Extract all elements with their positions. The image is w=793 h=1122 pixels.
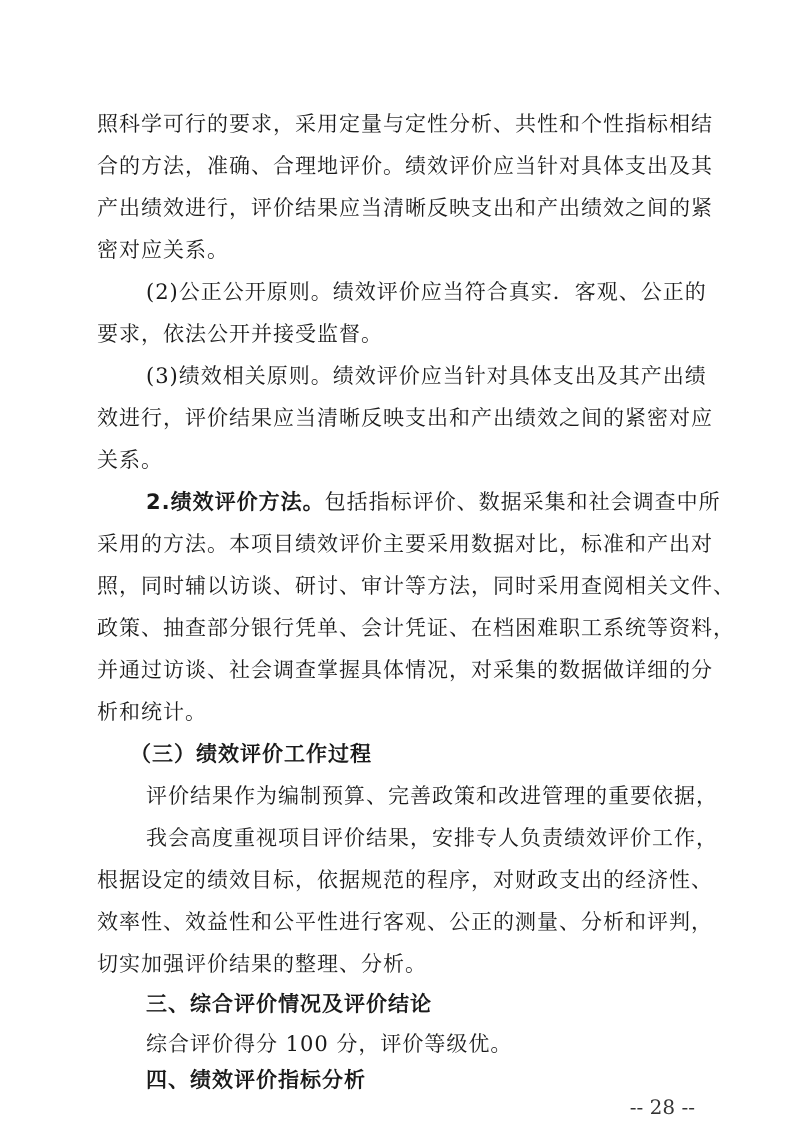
para3-line-1: (3)绩效相关原则。绩效评价应当针对具体支出及其产出绩 <box>146 364 707 388</box>
para3-line-2: 效进行，评价结果应当清晰反映支出和产出绩效之间的紧密对应 <box>97 406 713 430</box>
para4-line-3: 照，同时辅以访谈、研讨、审计等方法，同时采用查阅相关文件、 <box>97 574 735 598</box>
methods-heading: 2.绩效评价方法。 <box>146 490 325 514</box>
para7-line-1: 综合评价得分 100 分，评价等级优。 <box>146 1032 513 1056</box>
para5-line-1: 评价结果作为编制预算、完善政策和改进管理的重要依据， <box>146 784 718 808</box>
para4-line-2: 采用的方法。本项目绩效评价主要采用数据对比，标准和产出对 <box>97 532 713 556</box>
para4-line-6: 析和统计。 <box>97 700 207 724</box>
page-number: -- 28 -- <box>629 1095 695 1119</box>
para3-line-3: 关系。 <box>97 448 163 472</box>
para1-line-2: 合的方法，准确、合理地评价。绩效评价应当针对具体支出及其 <box>97 154 713 178</box>
para1-line-3: 产出绩效进行，评价结果应当清晰反映支出和产出绩效之间的紧 <box>97 196 713 220</box>
heading-section-3: 三、综合评价情况及评价结论 <box>146 992 432 1016</box>
para1-line-1: 照科学可行的要求，采用定量与定性分析、共性和个性指标相结 <box>97 112 713 136</box>
para6-line-4: 切实加强评价结果的整理、分析。 <box>97 952 427 976</box>
para2-line-1: (2)公正公开原则。绩效评价应当符合真实．客观、公正的 <box>146 280 707 304</box>
para1-line-4: 密对应关系。 <box>97 238 229 262</box>
para6-line-2: 根据设定的绩效目标，依据规范的程序，对财政支出的经济性、 <box>97 868 713 892</box>
para4-line-1 <box>146 488 721 516</box>
heading-section-4: 四、绩效评价指标分析 <box>146 1068 366 1092</box>
para6-line-1: 我会高度重视项目评价结果，安排专人负责绩效评价工作， <box>146 826 718 850</box>
para4-line-4: 政策、抽查部分银行凭单、会计凭证、在档困难职工系统等资料， <box>97 616 735 640</box>
para6-line-3: 效率性、效益性和公平性进行客观、公正的测量、分析和评判， <box>97 910 713 934</box>
para4-line-1-text: 包括指标评价、数据采集和社会调查中所 <box>324 490 721 514</box>
para4-line-5: 并通过访谈、社会调查掌握具体情况，对采集的数据做详细的分 <box>97 658 713 682</box>
para2-line-2: 要求，依法公开并接受监督。 <box>97 322 383 346</box>
heading-evaluation-process: （三）绩效评价工作过程 <box>130 742 372 766</box>
